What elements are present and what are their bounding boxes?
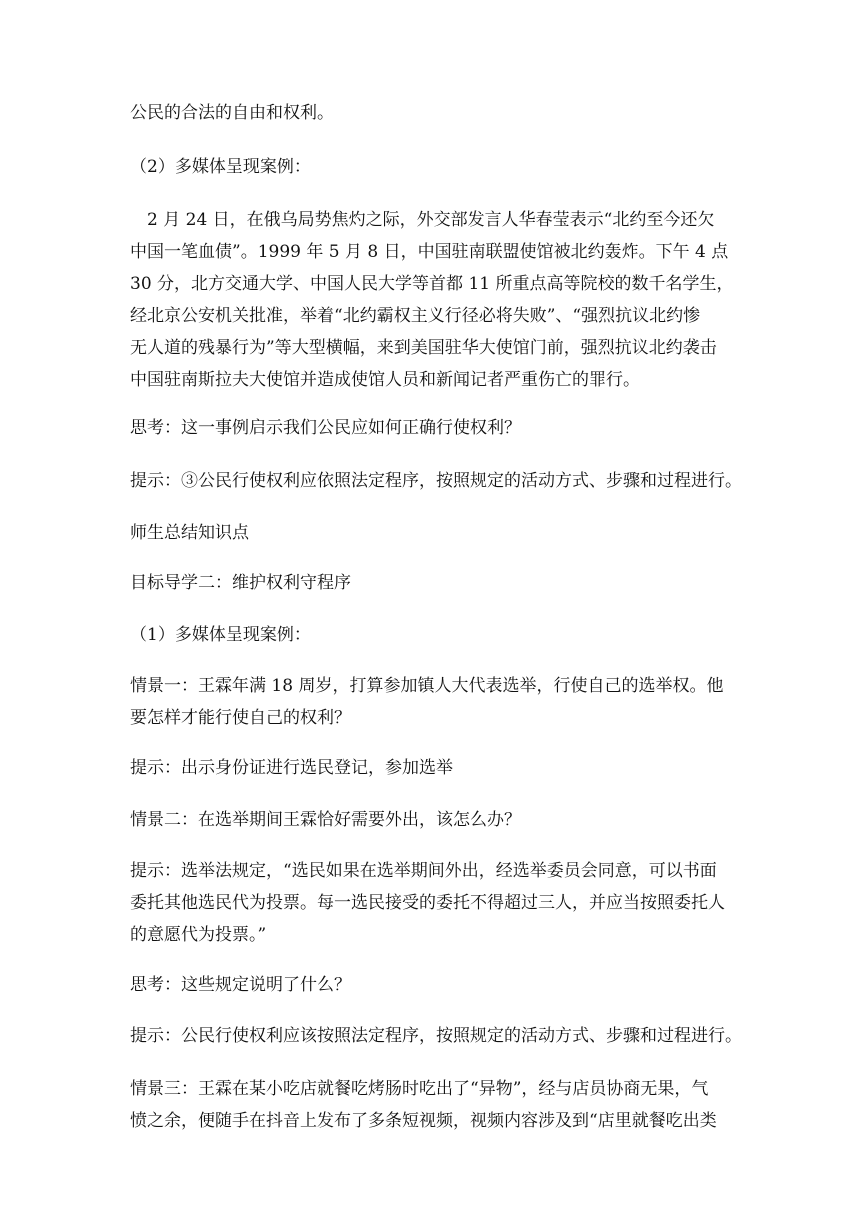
text-line: 中国驻南斯拉夫大使馆并造成使馆人员和新闻记者严重伤亡的罪行。 [130, 370, 640, 390]
paragraph-scenario-2 [130, 804, 740, 836]
text-line: 情景二：在选举期间王霖恰好需要外出，该怎么办？ [130, 810, 521, 830]
text-line: 公民的合法的自由和权利。 [130, 103, 334, 123]
text-line: （1）多媒体呈现案例： [130, 625, 311, 645]
text-line: 提示：出示身份证进行选民登记，参加选举 [130, 758, 453, 778]
paragraph-nato-case [130, 204, 740, 396]
text-line: 师生总结知识点 [130, 523, 249, 543]
text-line: 的意愿代为投票。” [130, 925, 267, 945]
text-line: 30 分，北方交通大学、中国人民大学等首都 11 所重点高等院校的数千名学生， [130, 274, 734, 294]
paragraph-think-question-2 [130, 969, 740, 1001]
text-line: 情景一：王霖年满 18 周岁，打算参加镇人大代表选举，行使自己的选举权。他 [130, 676, 724, 696]
paragraph-hint-3 [130, 855, 740, 951]
text-line: 要怎样才能行使自己的权利？ [130, 708, 351, 728]
text-line: 情景三：王霖在某小吃店就餐吃烤肠时吃出了“异物”，经与店员协商无果，气 [130, 1079, 709, 1099]
section-heading-goal-2 [130, 567, 740, 599]
paragraph-hint-4 [130, 1020, 740, 1052]
paragraph-hint-1 [130, 465, 740, 497]
text-line: 愤之余，便随手在抖音上发布了多条短视频，视频内容涉及到“店里就餐吃出类 [130, 1111, 717, 1131]
paragraph-scenario-1 [130, 670, 740, 734]
paragraph-hint-2 [130, 752, 740, 784]
text-line: 提示：选举法规定，“选民如果在选举期间外出，经选举委员会同意，可以书面 [130, 861, 717, 881]
paragraph-summary [130, 517, 740, 549]
text-line: 思考：这些规定说明了什么？ [130, 975, 351, 995]
section-heading-multimedia-case-2 [130, 151, 740, 183]
text-line: 2 月 24 日，在俄乌局势焦灼之际，外交部发言人华春莹表示“北约至今还欠 [130, 210, 715, 230]
section-heading-multimedia-case-1 [130, 619, 740, 651]
text-line: 目标导学二：维护权利守程序 [130, 573, 351, 593]
text-line: 经北京公安机关批准，举着“北约霸权主义行径必将失败”、“强烈抗议北约惨 [130, 306, 701, 326]
text-line: 思考：这一事例启示我们公民应如何正确行使权利？ [130, 418, 521, 438]
paragraph-scenario-3 [130, 1073, 740, 1137]
paragraph-think-question-1 [130, 412, 740, 444]
text-line: （2）多媒体呈现案例： [130, 157, 311, 177]
text-line: 中国一笔血债”。1999 年 5 月 8 日，中国驻南联盟使馆被北约轰炸。下午 4 点 [130, 242, 729, 262]
text-line: 提示：公民行使权利应该按照法定程序，按照规定的活动方式、步骤和过程进行。 [130, 1026, 742, 1046]
text-line: 提示：③公民行使权利应依照法定程序，按照规定的活动方式、步骤和过程进行。 [130, 471, 742, 491]
text-line: 无人道的残暴行为”等大型横幅，来到美国驻华大使馆门前，强烈抗议北约袭击 [130, 338, 717, 358]
paragraph-rights-ending [130, 97, 740, 129]
text-line: 委托其他选民代为投票。每一选民接受的委托不得超过三人，并应当按照委托人 [130, 893, 725, 913]
